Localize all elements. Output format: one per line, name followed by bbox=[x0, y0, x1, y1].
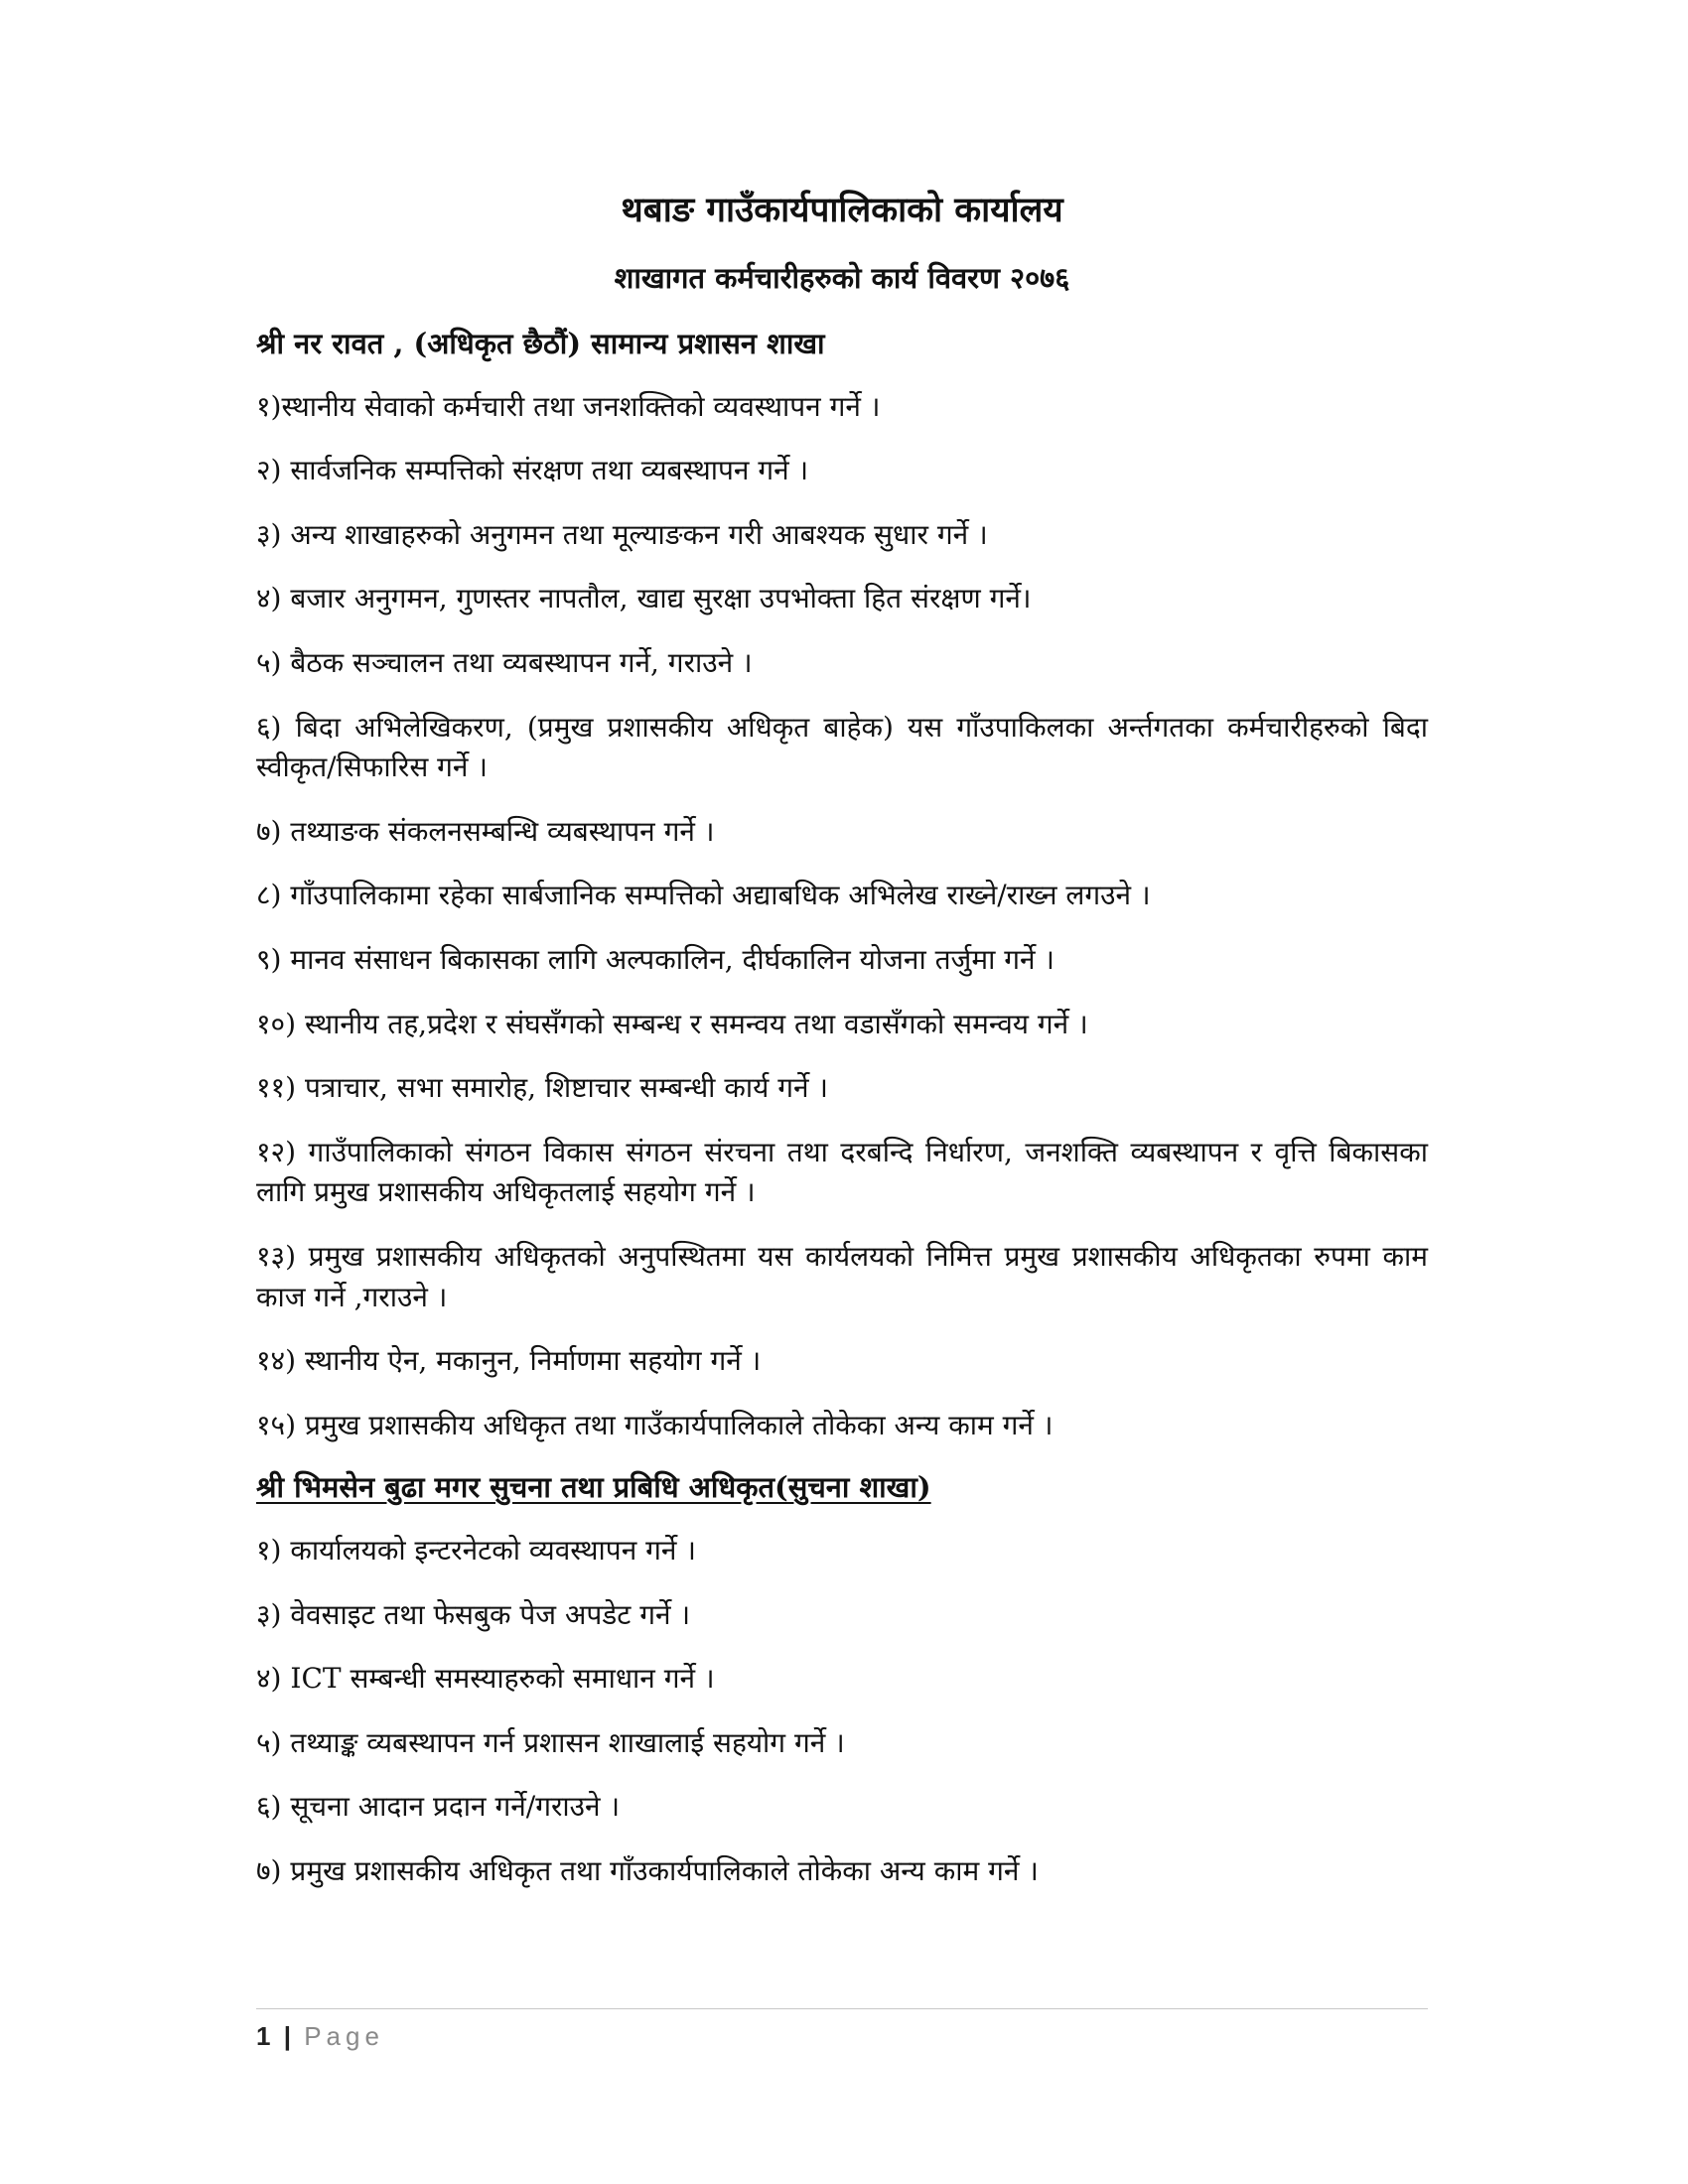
duty-item: ७) तथ्याङक संकलनसम्बन्धि व्यबस्थापन गर्ने । bbox=[256, 814, 715, 848]
duty-item: १०) स्थानीय तह,प्रदेश र संघसँगको सम्बन्ध र समन्वय तथा वडासँगको समन्वय गर्ने । bbox=[256, 1007, 1088, 1040]
duty-item: ४) ICT सम्बन्धी समस्याहरुको समाधान गर्ने । bbox=[256, 1662, 715, 1696]
duty-item: ५) तथ्याङ्क व्यबस्थापन गर्न प्रशासन शाखालाई सहयोग गर्ने । bbox=[256, 1725, 845, 1759]
page-number: 1 bbox=[256, 2021, 271, 2051]
section-information-technology bbox=[256, 1469, 1428, 1891]
duty-list bbox=[256, 1531, 1428, 1892]
duty-item: ६) बिदा अभिलेखिकरण, (प्रमुख प्रशासकीय अधिकृत बाहेक) यस गाँउपाकिलका अर्न्तगतका कर्मचारीहरुको बिदा स्वीकृत/सिफारिस गर्ने । bbox=[256, 710, 1428, 784]
duty-item: ७) प्रमुख प्रशासकीय अधिकृत तथा गाँउकार्यपालिकाले तोकेका अन्य काम गर्ने । bbox=[256, 1854, 1039, 1888]
duty-item: ६) सूचना आदान प्रदान गर्ने/गराउने । bbox=[256, 1790, 621, 1824]
duty-item: ३) वेवसाइट तथा फेसबुक पेज अपडेट गर्ने । bbox=[256, 1597, 691, 1631]
page-label: Page bbox=[304, 2021, 384, 2051]
duty-item: ८) गाँउपालिकामा रहेका सार्बजानिक सम्पत्तिको अद्याबधिक अभिलेख राख्ने/राख्न लगउने । bbox=[256, 879, 1151, 912]
page-separator: | bbox=[283, 2021, 291, 2051]
document-body bbox=[256, 189, 1428, 1916]
document-title: थबाङ गाउँकार्यपालिकाको कार्यालय bbox=[621, 190, 1063, 230]
duty-item: ४) बजार अनुगमन, गुणस्तर नापतौल, खाद्य सुरक्षा उपभोक्ता हित संरक्षण गर्ने। bbox=[256, 582, 1032, 615]
duty-item: १४) स्थानीय ऐन, मकानुन, निर्माणमा सहयोग गर्ने । bbox=[256, 1344, 762, 1378]
duty-item: १) कार्यालयको इन्टरनेटको व्यवस्थापन गर्ने । bbox=[256, 1534, 696, 1568]
duty-item: १३) प्रमुख प्रशासकीय अधिकृतको अनुपस्थितमा यस कार्यलयको निमित्त प्रमुख प्रशासकीय अधिकृतका रुपमा काम काज गर्ने ,गराउने । bbox=[256, 1240, 1428, 1313]
duty-item: १५) प्रमुख प्रशासकीय अधिकृत तथा गाउँकार्यपालिकाले तोकेका अन्य काम गर्ने । bbox=[256, 1408, 1054, 1441]
document-subtitle: शाखागत कर्मचारीहरुको कार्य विवरण २०७६ bbox=[614, 260, 1070, 295]
duty-item: ३) अन्य शाखाहरुको अनुगमन तथा मूल्याङकन गरी आबश्यक सुधार गर्ने । bbox=[256, 517, 988, 551]
duty-item: ९) मानव संसाधन बिकासका लागि अल्पकालिन, दीर्घकालिन योजना तर्जुमा गर्ने । bbox=[256, 943, 1055, 977]
section-heading: श्री भिमसेन बुढा मगर सुचना तथा प्रबिधि अधिकृत(सुचना शाखा) bbox=[256, 1470, 931, 1505]
duty-item: ५) बैठक सञ्चालन तथा व्यबस्थापन गर्ने, गराउने । bbox=[256, 646, 753, 680]
duty-item: २) सार्वजनिक सम्पत्तिको संरक्षण तथा व्यबस्थापन गर्ने । bbox=[256, 454, 809, 487]
section-general-administration bbox=[256, 326, 1428, 1445]
page-footer bbox=[256, 2008, 1428, 2049]
duty-item: १)स्थानीय सेवाको कर्मचारी तथा जनशक्तिको व्यवस्थापन गर्ने । bbox=[256, 389, 881, 423]
duty-item: ११) पत्राचार, सभा समारोह, शिष्टाचार सम्बन्धी कार्य गर्ने । bbox=[256, 1071, 829, 1105]
section-heading: श्री नर रावत , (अधिकृत छैठौं) सामान्य प्रशासन शाखा bbox=[256, 327, 825, 360]
duty-item: १२) गाउँपालिकाको संगठन विकास संगठन संरचना तथा दरबन्दि निर्धारण, जनशक्ति व्यबस्थापन र वृत्ति बिकासका लागि प्रमुख प्रशासकीय अधिकृतलाई सहयोग गर्ने । bbox=[256, 1135, 1428, 1209]
duty-list bbox=[256, 387, 1428, 1446]
